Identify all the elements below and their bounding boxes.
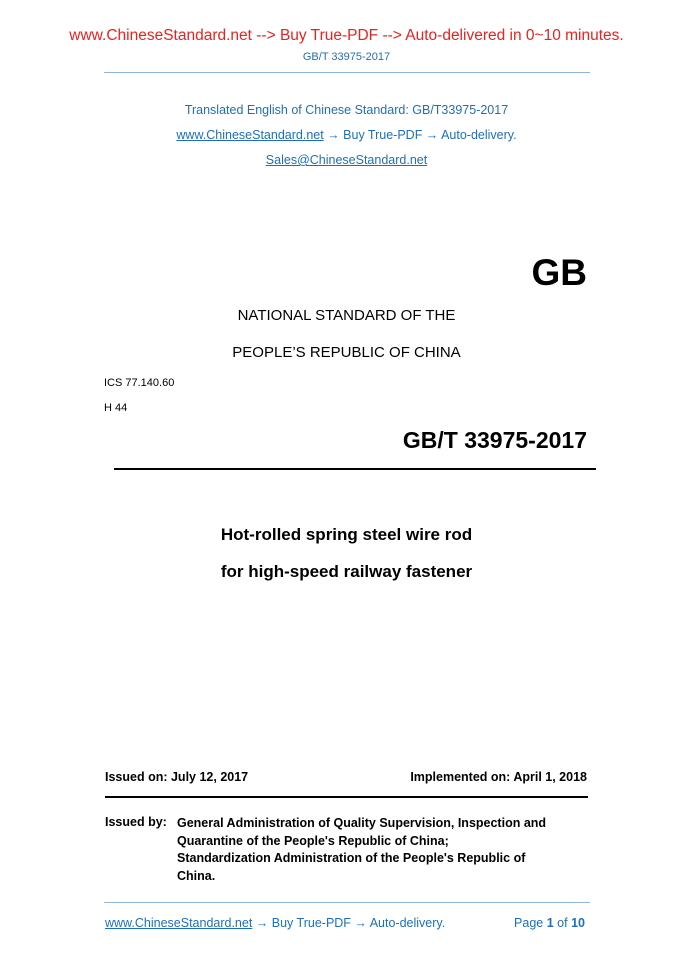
- issuer-line: China.: [177, 868, 216, 883]
- page-label: Page: [514, 916, 544, 930]
- translation-note: Translated English of Chinese Standard: GB/T33975-2017: [184, 103, 509, 117]
- footer-divider: [104, 902, 590, 903]
- promo-line: [0, 128, 693, 142]
- page-of: of: [557, 916, 568, 930]
- issuer-block: [177, 815, 588, 885]
- national-standard-line1: NATIONAL STANDARD OF THE: [237, 307, 456, 324]
- issued-on-date: Issued on: July 12, 2017: [105, 770, 249, 784]
- footer-promo: [105, 916, 445, 930]
- header-standard-code: GB/T 33975-2017: [302, 51, 391, 63]
- site-link[interactable]: www.ChineseStandard.net: [176, 128, 324, 142]
- issuer-line: Standardization Administration of the People's Republic of: [177, 851, 526, 865]
- header-divider: [104, 72, 590, 73]
- footer-promo-text: → Buy True-PDF → Auto-delivery.: [252, 916, 446, 930]
- standard-number: GB/T 33975-2017: [402, 427, 587, 453]
- issuer-line: Quarantine of the People's Republic of China;: [177, 833, 449, 848]
- page-total: 10: [571, 916, 585, 930]
- document-title-line2: for high-speed railway fastener: [220, 562, 473, 581]
- top-banner: www.ChineseStandard.net --> Buy True-PDF --> Auto-delivered in 0~10 minutes.: [69, 27, 624, 44]
- ccs-code: H 44: [104, 402, 128, 414]
- national-standard-line2: PEOPLE’S REPUBLIC OF CHINA: [232, 344, 461, 361]
- page-indicator: [514, 916, 585, 930]
- sales-email-link[interactable]: Sales@ChineseStandard.net: [265, 153, 428, 167]
- implemented-on-date: Implemented on: April 1, 2018: [410, 770, 587, 784]
- gb-mark: GB: [531, 252, 587, 293]
- page-current: 1: [546, 916, 554, 930]
- issuer-line: General Administration of Quality Supervision, Inspection and: [177, 816, 547, 830]
- issued-by-label: Issued by:: [105, 815, 167, 829]
- promo-line-text: → Buy True-PDF → Auto-delivery.: [323, 128, 517, 142]
- document-title-line1: Hot-rolled spring steel wire rod: [220, 525, 473, 544]
- email-line: [0, 153, 693, 167]
- title-divider: [114, 468, 596, 470]
- dates-divider: [105, 796, 588, 798]
- footer-site-link[interactable]: www.ChineseStandard.net: [105, 916, 253, 930]
- ics-code: ICS 77.140.60: [104, 377, 175, 389]
